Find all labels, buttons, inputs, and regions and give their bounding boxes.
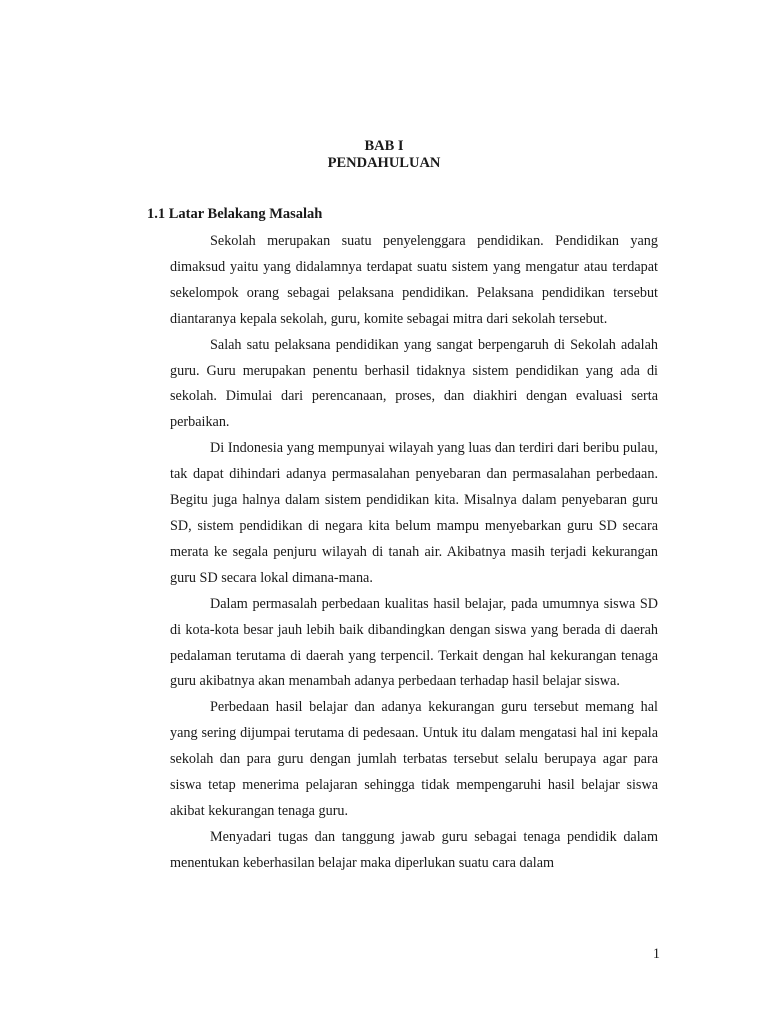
- body-text: [170, 229, 658, 877]
- paragraph-4: Dalam permasalah perbedaan kualitas hasil belajar, pada umumnya siswa SD di kota-kota besar jauh lebih baik dibandingkan dengan siswa yang berada di daerah pedalaman terutama di daerah yang terpencil. Terkait dengan hal kekurangan tenaga guru akibatnya akan menambah adanya perbedaan terhadap hasil belajar siswa.: [170, 595, 658, 690]
- chapter-title: PENDAHULUAN: [327, 155, 441, 171]
- section-title: 1.1 Latar Belakang Masalah: [147, 206, 323, 222]
- paragraph-1: Sekolah merupakan suatu penyelenggara pendidikan. Pendidikan yang dimaksud yaitu yang didalamnya terdapat suatu sistem yang mengatur atau terdapat sekelompok orang sebagai pelaksana pendidikan. Pelaksana pendidikan tersebut diantaranya kepala sekolah, guru, komite sebagai mitra dari sekolah tersebut.: [170, 233, 658, 327]
- paragraph-2: Salah satu pelaksana pendidikan yang sangat berpengaruh di Sekolah adalah guru. Guru merupakan penentu berhasil tidaknya sistem pendidikan yang ada di sekolah. Dimulai dari perencanaan, proses, dan diakhiri dengan evaluasi serta perbaikan.: [170, 336, 658, 431]
- paragraph-5: Perbedaan hasil belajar dan adanya kekurangan guru tersebut memang hal yang sering dijumpai terutama di pedesaan. Untuk itu dalam mengatasi hal ini kepala sekolah dan para guru dengan jumlah terbatas tersebut selalu berupaya agar para siswa tetap menerima pelajaran sehingga tidak mempengaruhi hasil belajar siswa akibat kekurangan tenaga guru.: [170, 699, 658, 819]
- paragraph-6: Menyadari tugas dan tanggung jawab guru sebagai tenaga pendidik dalam menentukan keberhasilan belajar maka diperlukan suatu cara dalam: [170, 828, 658, 871]
- paragraph-3: Di Indonesia yang mempunyai wilayah yang luas dan terdiri dari beribu pulau, tak dapat dihindari adanya permasalahan penyebaran dan permasalahan perbedaan. Begitu juga halnya dalam sistem pendidikan kita. Misalnya dalam penyebaran guru SD, sistem pendidikan di negara kita belum mampu menyebarkan guru SD secara merata ke segala penjuru wilayah di tanah air. Akibatnya masih terjadi kekurangan guru SD secara lokal dimana-mana.: [170, 440, 658, 586]
- page-number: 1: [652, 946, 660, 962]
- chapter-number: BAB I: [364, 138, 404, 154]
